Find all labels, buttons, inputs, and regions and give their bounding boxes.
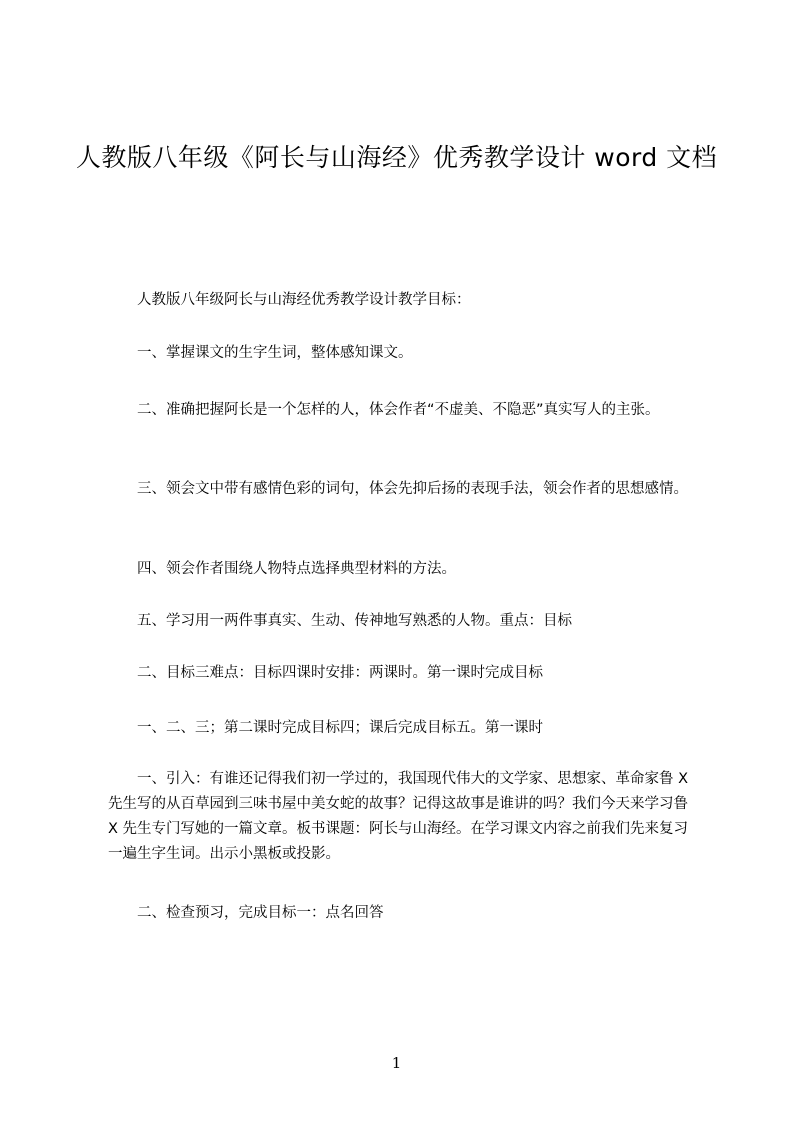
paragraph-goal-4: 四、领会作者围绕人物特点选择典型材料的方法。	[137, 561, 456, 577]
paragraph-goal-3: 三、领会文中带有感情色彩的词句，体会先抑后扬的表现手法，领会作者的思想感情。	[137, 481, 688, 497]
document-title: 人教版八年级《阿长与山海经》优秀教学设计 word 文档	[75, 143, 718, 172]
paragraph-goal-2: 二、准确把握阿长是一个怎样的人，体会作者“不虚美、不隐恶”真实写人的主张。	[137, 402, 660, 418]
page-number: 1	[391, 1054, 402, 1072]
paragraph-preview-check: 二、检查预习，完成目标一：点名回答	[137, 905, 384, 921]
paragraph-schedule: 一、二、三；第二课时完成目标四；课后完成目标五。第一课时	[137, 720, 543, 736]
paragraph-goal-1: 一、掌握课文的生字生词，整体感知课文。	[137, 345, 413, 361]
paragraph-goal-5: 五、学习用一两件事真实、生动、传神地写熟悉的人物。重点：目标	[137, 613, 572, 629]
paragraph-lead-in: 一、引入：有谁还记得我们初一学过的，我国现代伟大的文学家、思想家、革命家鲁 X 先生写的从百草园到三味书屋中美女蛇的故事？记得这故事是谁讲的吗？我们今天来学习鲁 X 先生专门写她的一篇文章。板书课题：阿长与山海经。在学习课文内容之前我们先来复习一遍生字生词。出示小黑板或投影。	[108, 771, 689, 862]
paragraph-difficulty: 二、目标三难点：目标四课时安排：两课时。第一课时完成目标	[137, 665, 543, 681]
paragraph-intro: 人教版八年级阿长与山海经优秀教学设计教学目标：	[137, 292, 471, 308]
